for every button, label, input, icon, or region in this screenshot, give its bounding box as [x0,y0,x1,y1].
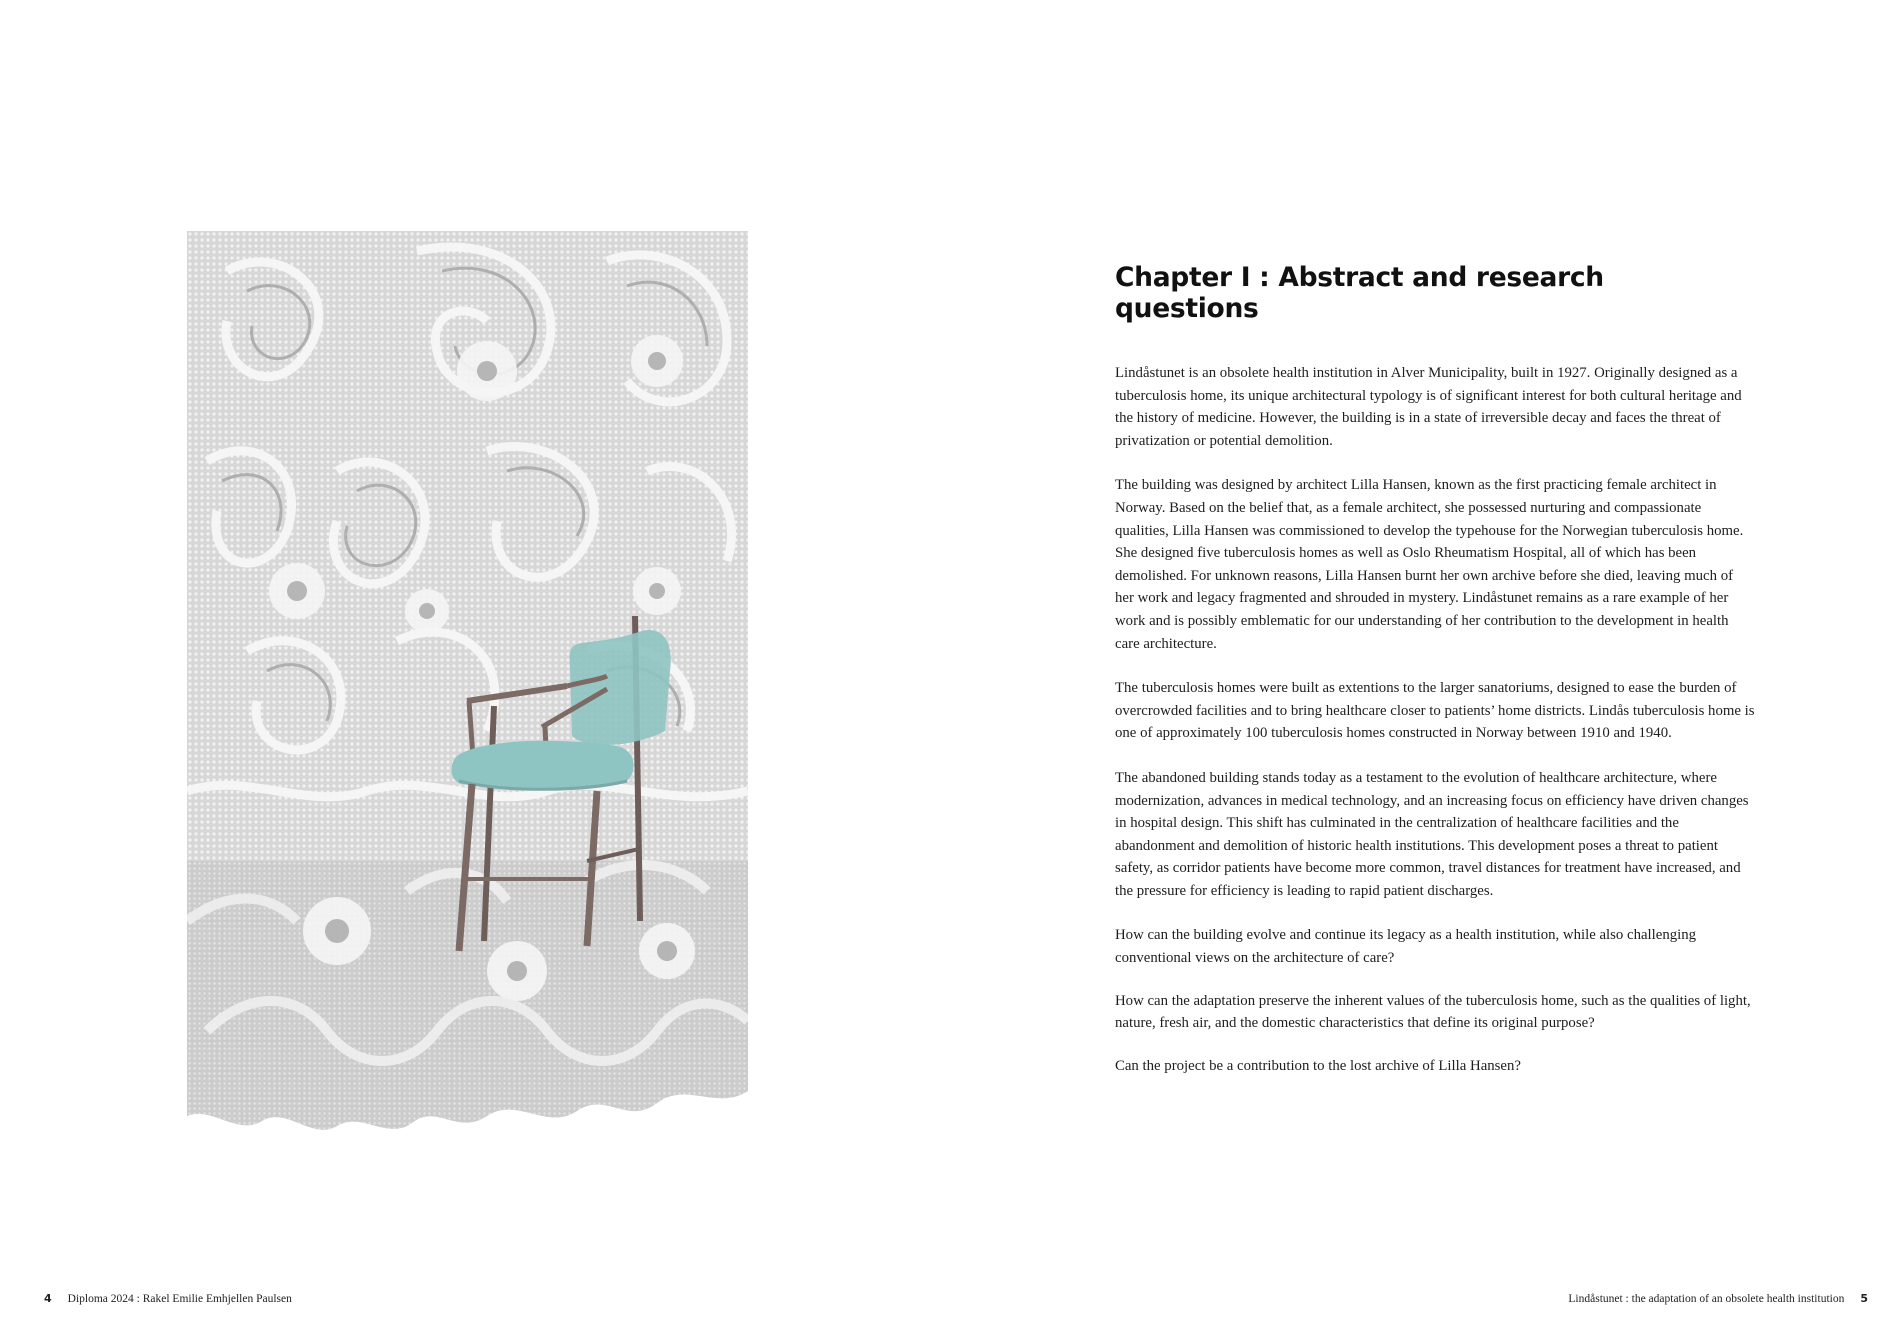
research-question-1: How can the building evolve and continue its legacy as a health institution, while also challenging conventional views on the architecture of care? [1115,927,1697,967]
abstract-paragraph-3: The tuberculosis homes were built as extentions to the larger sanatoriums, designed to ease the burden of overcrowded facilities and to bring healthcare closer to patients’ home districts. Lindås tuberculosis home is one of approximately 100 tuberculosis homes constructed in Norway between 1910 and 1940. [1115,680,1755,742]
footer-right-text: Lindåstunet : the adaptation of an obsolete health institution [1568,1293,1845,1305]
research-question-2: How can the adaptation preserve the inherent values of the tuberculosis home, such as the qualities of light, nature, fresh air, and the domestic characteristics that define its original purpose? [1115,992,1751,1032]
abstract-paragraph-4: The abandoned building stands today as a testament to the evolution of healthcare architecture, where modernization, advances in medical technology, and an increasing focus on efficiency have driven changes in hospital design. This shift has culminated in the centralization of healthcare facilities and the abandonment and demolition of historic health institutions. This development poses a threat to patient safety, as corridor patients have become more common, travel distances for treatment have increased, and the pressure for efficiency is leading to rapid patient discharges. [1115,769,1749,899]
page-number-right: 5 [1860,1292,1868,1305]
footer-right [1568,1292,1868,1305]
page-number-left: 4 [44,1292,52,1305]
footer-left-text: Diploma 2024 : Rakel Emilie Emhjellen Paulsen [67,1293,292,1305]
chapter-title: Chapter I : Abstract and research questions [1115,262,1604,324]
abstract-paragraph-2: The building was designed by architect Lilla Hansen, known as the first practicing female architect in Norway. Based on the belief that, as a female architect, she possessed nurturing and compassionate qualities, Lilla Hansen was commissioned to develop the typehouse for the Norwegian tuberculosis home. She designed five tuberculosis homes as well as Oslo Rheumatism Hospital, all of which has been demolished. For unknown reasons, Lilla Hansen burnt her own archive before she died, leaving much of her work and legacy fragmented and shrouded in mystery. Lindåstunet remains as a rare example of her work and is possibly emblematic for our understanding of her contribution to the development in health care architecture. [1115,477,1744,652]
abstract-paragraph-1: Lindåstunet is an obsolete health institution in Alver Municipality, built in 1927. Originally designed as a tuberculosis home, its unique architectural typology is of significant interest for both cultural heritage and the history of medicine. However, the building is in a state of irreversible decay and faces the threat of privatization or potential demolition. [1115,365,1742,449]
text-column [1115,262,1755,1097]
research-question-3: Can the project be a contribution to the lost archive of Lilla Hansen? [1115,1057,1521,1074]
footer-left [44,1292,292,1305]
lace-curtain-chair-image [187,231,748,1136]
